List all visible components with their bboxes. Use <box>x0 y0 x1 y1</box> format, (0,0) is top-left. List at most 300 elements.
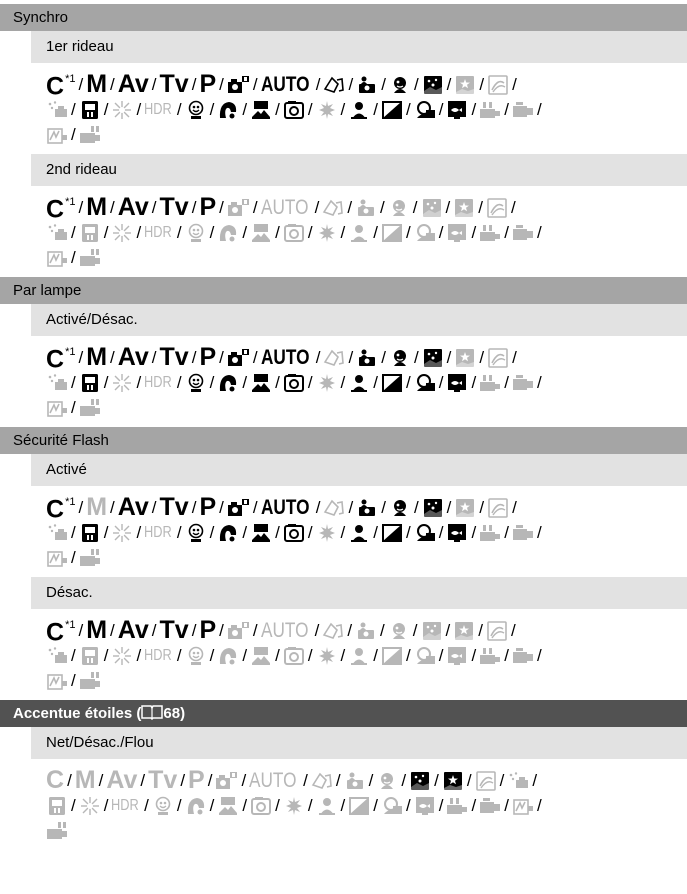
short-clip-movie-icon <box>46 548 68 568</box>
separator-slash: / <box>315 347 321 367</box>
mode-auto-available <box>261 495 313 520</box>
mode-line <box>46 370 671 395</box>
separator-slash: / <box>144 795 149 815</box>
mode-c-available <box>46 193 75 222</box>
separator-slash: / <box>406 522 411 542</box>
monochrome-icon <box>381 223 403 243</box>
short-clip-movie-icon <box>46 248 68 268</box>
movie-icon <box>479 223 501 243</box>
separator-slash: / <box>314 620 320 640</box>
mode-text: AUTO <box>260 496 310 519</box>
separator-slash: / <box>471 99 477 119</box>
star-trails-icon <box>486 198 508 218</box>
separator-slash: / <box>471 372 477 392</box>
creative-shot-icon <box>322 621 344 641</box>
mode-c-available <box>46 70 75 99</box>
separator-slash: / <box>151 620 157 640</box>
mode-letter: $C^{*1}$ <box>46 618 76 647</box>
mode-line <box>46 97 671 122</box>
separator-slash: / <box>176 99 182 119</box>
movie-digest-icon <box>512 373 534 393</box>
page-reference[interactable]: 68 <box>163 705 181 722</box>
mode-letter: Tv <box>159 70 189 98</box>
self-portrait-icon <box>381 796 403 816</box>
manual-movie-icon <box>79 671 101 691</box>
separator-slash: / <box>504 645 509 665</box>
background-defocus-icon <box>348 223 370 243</box>
mode-tv-available <box>160 195 189 220</box>
toy-camera-icon <box>283 100 305 120</box>
separator-slash: / <box>219 197 224 217</box>
mode-line <box>46 395 671 420</box>
movie-digest-icon <box>479 796 501 816</box>
separator-slash: / <box>438 795 444 815</box>
underwater-icon <box>446 646 468 666</box>
movie-digest-icon <box>512 646 534 666</box>
footnote-marker: *1 <box>65 195 76 208</box>
mode-letter: P <box>199 616 217 644</box>
mode-hdr-unavailable <box>144 224 174 242</box>
soft-focus-icon <box>316 100 338 120</box>
handheld-night-icon <box>79 100 101 120</box>
mode-line <box>46 793 671 818</box>
mode-hdr-unavailable <box>144 101 174 119</box>
movie-icon <box>479 523 501 543</box>
portrait-icon <box>344 771 366 791</box>
separator-slash: / <box>471 795 477 815</box>
mode-line <box>46 193 671 224</box>
hybrid-auto-icon <box>227 498 250 518</box>
star-portrait-icon <box>453 198 475 218</box>
portrait-icon <box>355 198 377 218</box>
star-movie-icon <box>46 373 68 393</box>
separator-slash: / <box>151 74 157 94</box>
mode-letter: $C^{*1}$ <box>46 72 76 101</box>
separator-slash: / <box>219 74 224 94</box>
mode-hdr-unavailable <box>144 524 174 542</box>
separator-slash: / <box>219 497 224 517</box>
option-row: 1er rideau <box>31 31 687 63</box>
separator-slash: / <box>209 522 215 542</box>
short-clip-movie-icon <box>46 671 68 691</box>
mode-hdr-unavailable <box>144 374 174 392</box>
separator-slash: / <box>242 795 248 815</box>
soft-focus-icon <box>283 796 305 816</box>
self-portrait-icon <box>414 223 436 243</box>
manual-movie-icon <box>46 821 68 841</box>
mode-text: AUTO <box>260 619 309 642</box>
separator-slash: / <box>275 99 280 119</box>
mode-line <box>46 643 671 668</box>
separator-slash: / <box>373 795 379 815</box>
separator-slash: / <box>98 770 104 790</box>
section-title: Par lampe <box>13 282 82 299</box>
short-clip-movie-icon <box>46 125 68 145</box>
separator-slash: / <box>275 645 280 665</box>
separator-slash: / <box>504 522 509 542</box>
separator-slash: / <box>252 74 258 94</box>
separator-slash: / <box>438 222 444 242</box>
mode-line <box>46 616 671 647</box>
mode-letter: Av <box>117 70 149 98</box>
separator-slash: / <box>103 645 109 665</box>
option-row: 2nd rideau <box>31 154 687 186</box>
separator-slash: / <box>401 770 407 790</box>
separator-slash: / <box>209 795 215 815</box>
mode-letter: Tv <box>159 343 189 371</box>
star-movie-icon <box>507 771 529 791</box>
separator-slash: / <box>340 99 346 119</box>
separator-slash: / <box>536 372 542 392</box>
star-portrait-icon <box>454 498 476 518</box>
separator-slash: / <box>71 645 76 665</box>
separator-slash: / <box>71 795 76 815</box>
mode-av-available <box>118 495 149 520</box>
separator-slash: / <box>504 372 509 392</box>
option-row: Désac. <box>31 577 687 609</box>
star-movie-icon <box>46 646 68 666</box>
mode-p-available <box>199 195 216 220</box>
separator-slash: / <box>373 522 379 542</box>
handheld-night-icon <box>79 646 101 666</box>
mode-text: HDR <box>144 100 172 118</box>
separator-slash: / <box>413 74 419 94</box>
separator-slash: / <box>209 645 215 665</box>
separator-slash: / <box>151 497 157 517</box>
mode-line <box>46 122 671 147</box>
separator-slash: / <box>412 197 418 217</box>
separator-slash: / <box>471 222 477 242</box>
portrait-icon <box>356 498 378 518</box>
mode-letter: Av <box>117 343 149 371</box>
separator-slash: / <box>438 645 444 665</box>
hybrid-auto-icon <box>227 75 250 95</box>
separator-slash: / <box>380 197 385 217</box>
fireworks-icon <box>111 100 133 120</box>
mode-tv-available <box>160 618 189 643</box>
movie-icon <box>446 796 468 816</box>
mode-text: HDR <box>144 373 172 391</box>
self-portrait-icon <box>414 523 436 543</box>
monochrome-icon <box>381 100 403 120</box>
section-title: Accentue étoiles ( <box>13 705 142 722</box>
mode-av-unavailable <box>106 768 137 793</box>
separator-slash: / <box>71 99 76 119</box>
creative-shot-icon <box>323 348 345 368</box>
separator-slash: / <box>219 347 224 367</box>
background-defocus-icon <box>348 373 370 393</box>
mode-text: HDR <box>144 523 172 541</box>
separator-slash: / <box>71 397 76 417</box>
mode-letter: Tv <box>159 616 189 644</box>
separator-slash: / <box>340 222 346 242</box>
mode-line <box>46 668 671 693</box>
soft-focus-icon <box>316 223 338 243</box>
mode-m-available <box>86 195 107 220</box>
mode-m-unavailable <box>75 768 96 793</box>
footnote-marker: *1 <box>65 618 76 631</box>
handheld-night-icon <box>79 523 101 543</box>
separator-slash: / <box>479 497 485 517</box>
separator-slash: / <box>466 770 472 790</box>
art-bold-icon <box>250 646 272 666</box>
mode-tv-available <box>160 72 189 97</box>
separator-slash: / <box>151 347 157 367</box>
separator-slash: / <box>275 795 280 815</box>
separator-slash: / <box>445 620 451 640</box>
mode-line <box>46 70 671 101</box>
monochrome-icon <box>381 646 403 666</box>
star-movie-icon <box>46 100 68 120</box>
portrait-icon <box>356 348 378 368</box>
separator-slash: / <box>67 770 72 790</box>
monochrome-icon <box>348 796 370 816</box>
separator-slash: / <box>479 74 485 94</box>
manual-movie-icon <box>79 548 101 568</box>
underwater-icon <box>446 100 468 120</box>
mode-m-unavailable <box>86 495 107 520</box>
mode-line <box>46 220 671 245</box>
separator-slash: / <box>445 197 451 217</box>
mode-m-available <box>86 345 107 370</box>
separator-slash: / <box>103 222 109 242</box>
option-row: Activé/Désac. <box>31 304 687 336</box>
hybrid-auto-icon <box>227 621 250 641</box>
separator-slash: / <box>78 347 84 367</box>
separator-slash: / <box>536 522 542 542</box>
separator-slash: / <box>438 99 444 119</box>
separator-slash: / <box>412 620 418 640</box>
section-header <box>0 700 687 727</box>
mode-letter: Tv <box>148 766 178 794</box>
separator-slash: / <box>252 497 258 517</box>
monochrome-icon <box>381 523 403 543</box>
smooth-skin-icon <box>389 75 411 95</box>
separator-slash: / <box>242 522 248 542</box>
separator-slash: / <box>512 347 517 367</box>
separator-slash: / <box>373 99 379 119</box>
mode-p-available <box>199 495 216 520</box>
creative-shot-icon <box>323 498 345 518</box>
separator-slash: / <box>71 547 76 567</box>
separator-slash: / <box>504 222 509 242</box>
portrait-icon <box>355 621 377 641</box>
separator-slash: / <box>314 197 320 217</box>
shooting-mode-list <box>46 186 671 277</box>
separator-slash: / <box>219 620 224 640</box>
separator-slash: / <box>406 372 411 392</box>
separator-slash: / <box>110 197 115 217</box>
shooting-mode-list <box>46 759 671 850</box>
separator-slash: / <box>176 522 182 542</box>
star-trails-icon <box>487 75 509 95</box>
separator-slash: / <box>536 222 542 242</box>
toy-camera-icon <box>250 796 272 816</box>
separator-slash: / <box>191 620 197 640</box>
toy-camera-icon <box>283 373 305 393</box>
separator-slash: / <box>406 99 411 119</box>
separator-slash: / <box>478 620 483 640</box>
separator-slash: / <box>307 645 313 665</box>
mode-letter: M <box>86 343 108 371</box>
underwater-icon <box>446 373 468 393</box>
star-night-icon <box>409 771 431 791</box>
separator-slash: / <box>78 497 84 517</box>
star-movie-icon <box>46 223 68 243</box>
mode-letter: M <box>86 193 108 221</box>
mode-auto-unavailable <box>249 768 300 793</box>
soft-focus-icon <box>316 646 338 666</box>
separator-slash: / <box>252 197 258 217</box>
fireworks-icon <box>79 796 101 816</box>
mode-cp-unavailable <box>46 768 64 793</box>
separator-slash: / <box>242 222 248 242</box>
separator-slash: / <box>413 347 419 367</box>
separator-slash: / <box>78 74 84 94</box>
fisheye-icon <box>185 796 207 816</box>
separator-slash: / <box>136 99 142 119</box>
mode-letter: M <box>74 766 96 794</box>
fisheye-icon <box>217 373 239 393</box>
option-row: Activé <box>31 454 687 486</box>
mode-letter: Av <box>117 493 149 521</box>
separator-slash: / <box>176 222 182 242</box>
shooting-mode-list <box>46 609 671 700</box>
art-bold-icon <box>250 373 272 393</box>
handheld-night-icon <box>46 796 68 816</box>
star-night-icon <box>422 75 444 95</box>
mode-tv-available <box>160 345 189 370</box>
separator-slash: / <box>434 770 439 790</box>
soft-focus-icon <box>316 523 338 543</box>
star-trails-icon <box>487 498 509 518</box>
mode-c-available <box>46 616 75 645</box>
separator-slash: / <box>176 372 182 392</box>
mode-p-unavailable <box>188 768 205 793</box>
creative-shot-icon <box>323 75 345 95</box>
separator-slash: / <box>499 770 505 790</box>
underwater-icon <box>446 223 468 243</box>
self-portrait-icon <box>414 373 436 393</box>
mode-text: AUTO <box>249 769 297 792</box>
underwater-icon <box>446 523 468 543</box>
separator-slash: / <box>176 795 182 815</box>
separator-slash: / <box>191 197 197 217</box>
separator-slash: / <box>275 372 280 392</box>
separator-slash: / <box>275 522 280 542</box>
separator-slash: / <box>110 74 115 94</box>
mode-letter: Av <box>117 193 149 221</box>
separator-slash: / <box>136 372 142 392</box>
separator-slash: / <box>307 99 313 119</box>
book-icon <box>141 702 163 729</box>
movie-icon <box>479 373 501 393</box>
mode-line <box>46 520 671 545</box>
short-clip-movie-icon <box>46 398 68 418</box>
mode-letter: $C^{*1}$ <box>46 195 76 224</box>
mode-av-available <box>118 618 149 643</box>
mode-letter: P <box>199 70 217 98</box>
separator-slash: / <box>71 670 76 690</box>
fisheye-icon <box>217 646 239 666</box>
footnote-marker: *1 <box>65 72 76 85</box>
hybrid-auto-icon <box>227 348 250 368</box>
separator-slash: / <box>307 795 313 815</box>
separator-slash: / <box>504 99 509 119</box>
underwater-icon <box>414 796 436 816</box>
star-night-icon <box>421 198 443 218</box>
separator-slash: / <box>438 522 444 542</box>
fireworks-icon <box>111 646 133 666</box>
section-title: Synchro <box>13 9 69 26</box>
star-night-icon <box>422 498 444 518</box>
separator-slash: / <box>71 522 76 542</box>
separator-slash: / <box>136 222 142 242</box>
separator-slash: / <box>438 372 444 392</box>
smooth-skin-icon <box>389 498 411 518</box>
nostalgic-icon <box>185 223 207 243</box>
manual-movie-icon <box>79 248 101 268</box>
separator-slash: / <box>340 795 346 815</box>
mode-letter: Tv <box>159 193 189 221</box>
mode-letter: M <box>86 616 108 644</box>
mode-line <box>46 245 671 270</box>
separator-slash: / <box>209 222 215 242</box>
mode-letter: Tv <box>159 493 189 521</box>
separator-slash: / <box>252 347 258 367</box>
separator-slash: / <box>209 99 215 119</box>
shooting-mode-list <box>46 63 671 154</box>
separator-slash: / <box>103 795 109 815</box>
separator-slash: / <box>446 497 452 517</box>
separator-slash: / <box>136 522 142 542</box>
creative-shot-icon <box>322 198 344 218</box>
separator-slash: / <box>536 645 542 665</box>
separator-slash: / <box>381 74 386 94</box>
separator-slash: / <box>71 222 76 242</box>
mode-line <box>46 818 671 843</box>
star-portrait-icon <box>453 621 475 641</box>
mode-hdr-unavailable <box>144 647 174 665</box>
separator-slash: / <box>381 347 386 367</box>
separator-slash: / <box>71 124 76 144</box>
separator-slash: / <box>532 770 538 790</box>
handheld-night-icon <box>79 223 101 243</box>
mode-letter: P <box>199 193 217 221</box>
movie-icon <box>479 100 501 120</box>
hybrid-auto-icon <box>215 771 238 791</box>
shooting-mode-list <box>46 486 671 577</box>
mode-text: HDR <box>111 796 140 814</box>
self-portrait-icon <box>414 100 436 120</box>
toy-camera-icon <box>283 223 305 243</box>
separator-slash: / <box>140 770 146 790</box>
movie-digest-icon <box>512 100 534 120</box>
nostalgic-icon <box>152 796 174 816</box>
separator-slash: / <box>406 222 411 242</box>
star-trails-icon <box>487 348 509 368</box>
mode-text: AUTO <box>260 73 310 96</box>
movie-icon <box>479 646 501 666</box>
mode-letter: $C^{*1}$ <box>46 495 76 524</box>
manual-page <box>0 4 687 894</box>
manual-movie-icon <box>79 398 101 418</box>
separator-slash: / <box>151 197 157 217</box>
separator-slash: / <box>340 522 346 542</box>
star-trails-icon <box>486 621 508 641</box>
section-title-end: ) <box>180 705 186 722</box>
separator-slash: / <box>275 222 280 242</box>
